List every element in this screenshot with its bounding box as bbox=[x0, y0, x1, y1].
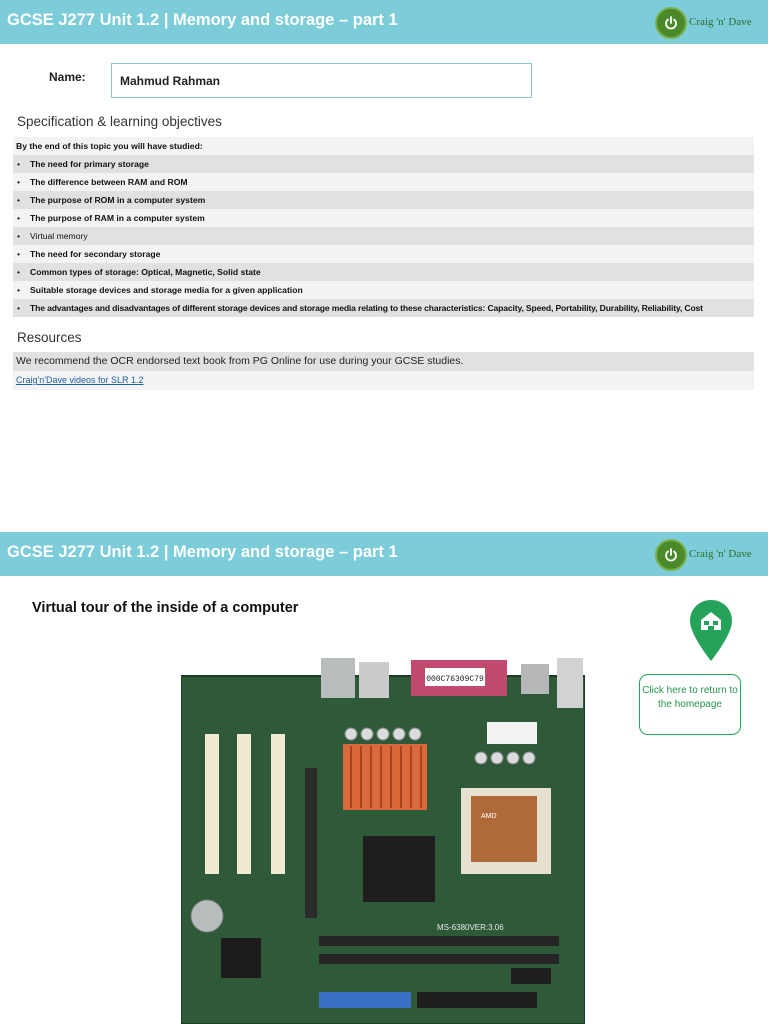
top-header bbox=[0, 0, 768, 44]
resources-row bbox=[13, 371, 754, 390]
slide2-header-title: GCSE J277 Unit 1.2 | Memory and storage – part 1 bbox=[7, 543, 398, 561]
motherboard-image[interactable] bbox=[181, 658, 585, 1024]
videos-link[interactable]: Craig'n'Dave videos for SLR 1.2 bbox=[16, 375, 144, 385]
name-value: Mahmud Rahman bbox=[120, 74, 221, 88]
svg-text:000C76309C79: 000C76309C79 bbox=[426, 675, 484, 684]
list-item: • The purpose of RAM in a computer system bbox=[13, 209, 754, 227]
objectives-intro: By the end of this topic you will have studied: bbox=[13, 137, 754, 155]
slide2-header bbox=[0, 532, 768, 576]
power-icon bbox=[655, 539, 687, 571]
objectives-table bbox=[13, 137, 754, 317]
power-icon bbox=[655, 7, 687, 39]
resources-heading: Resources bbox=[17, 330, 82, 345]
list-item: • The need for primary storage bbox=[13, 155, 754, 173]
svg-text:MS-6380VER:3.06: MS-6380VER:3.06 bbox=[437, 923, 504, 932]
list-item: • The advantages and disadvantages of different storage devices and storage media relating to these characteristics: Capacity, Speed, Portability, Durability, Reliability, Cost bbox=[13, 299, 754, 317]
list-item: • Virtual memory bbox=[13, 227, 754, 245]
tour-heading: Virtual tour of the inside of a computer bbox=[32, 600, 299, 616]
resources-table bbox=[13, 352, 754, 390]
list-item: • Suitable storage devices and storage media for a given application bbox=[13, 281, 754, 299]
list-item: • The purpose of ROM in a computer system bbox=[13, 191, 754, 209]
spec-heading: Specification & learning objectives bbox=[17, 114, 222, 129]
header-title: GCSE J277 Unit 1.2 | Memory and storage – part 1 bbox=[7, 11, 398, 29]
slide2-brand-logo[interactable] bbox=[655, 539, 760, 571]
home-callout[interactable]: Click here to return to the homepage bbox=[639, 674, 741, 735]
name-field[interactable] bbox=[111, 63, 532, 98]
svg-text:AMD: AMD bbox=[481, 813, 497, 820]
list-item: • Common types of storage: Optical, Magnetic, Solid state bbox=[13, 263, 754, 281]
list-item: • The need for secondary storage bbox=[13, 245, 754, 263]
brand-name: Craig 'n' Dave bbox=[689, 16, 752, 28]
resources-recommendation: We recommend the OCR endorsed text book from PG Online for use during your GCSE studies. bbox=[13, 352, 754, 371]
name-label: Name: bbox=[49, 70, 86, 84]
home-pin-icon[interactable] bbox=[688, 598, 734, 664]
brand-logo[interactable] bbox=[655, 7, 760, 39]
brand-name: Craig 'n' Dave bbox=[689, 548, 752, 560]
list-item: • The difference between RAM and ROM bbox=[13, 173, 754, 191]
